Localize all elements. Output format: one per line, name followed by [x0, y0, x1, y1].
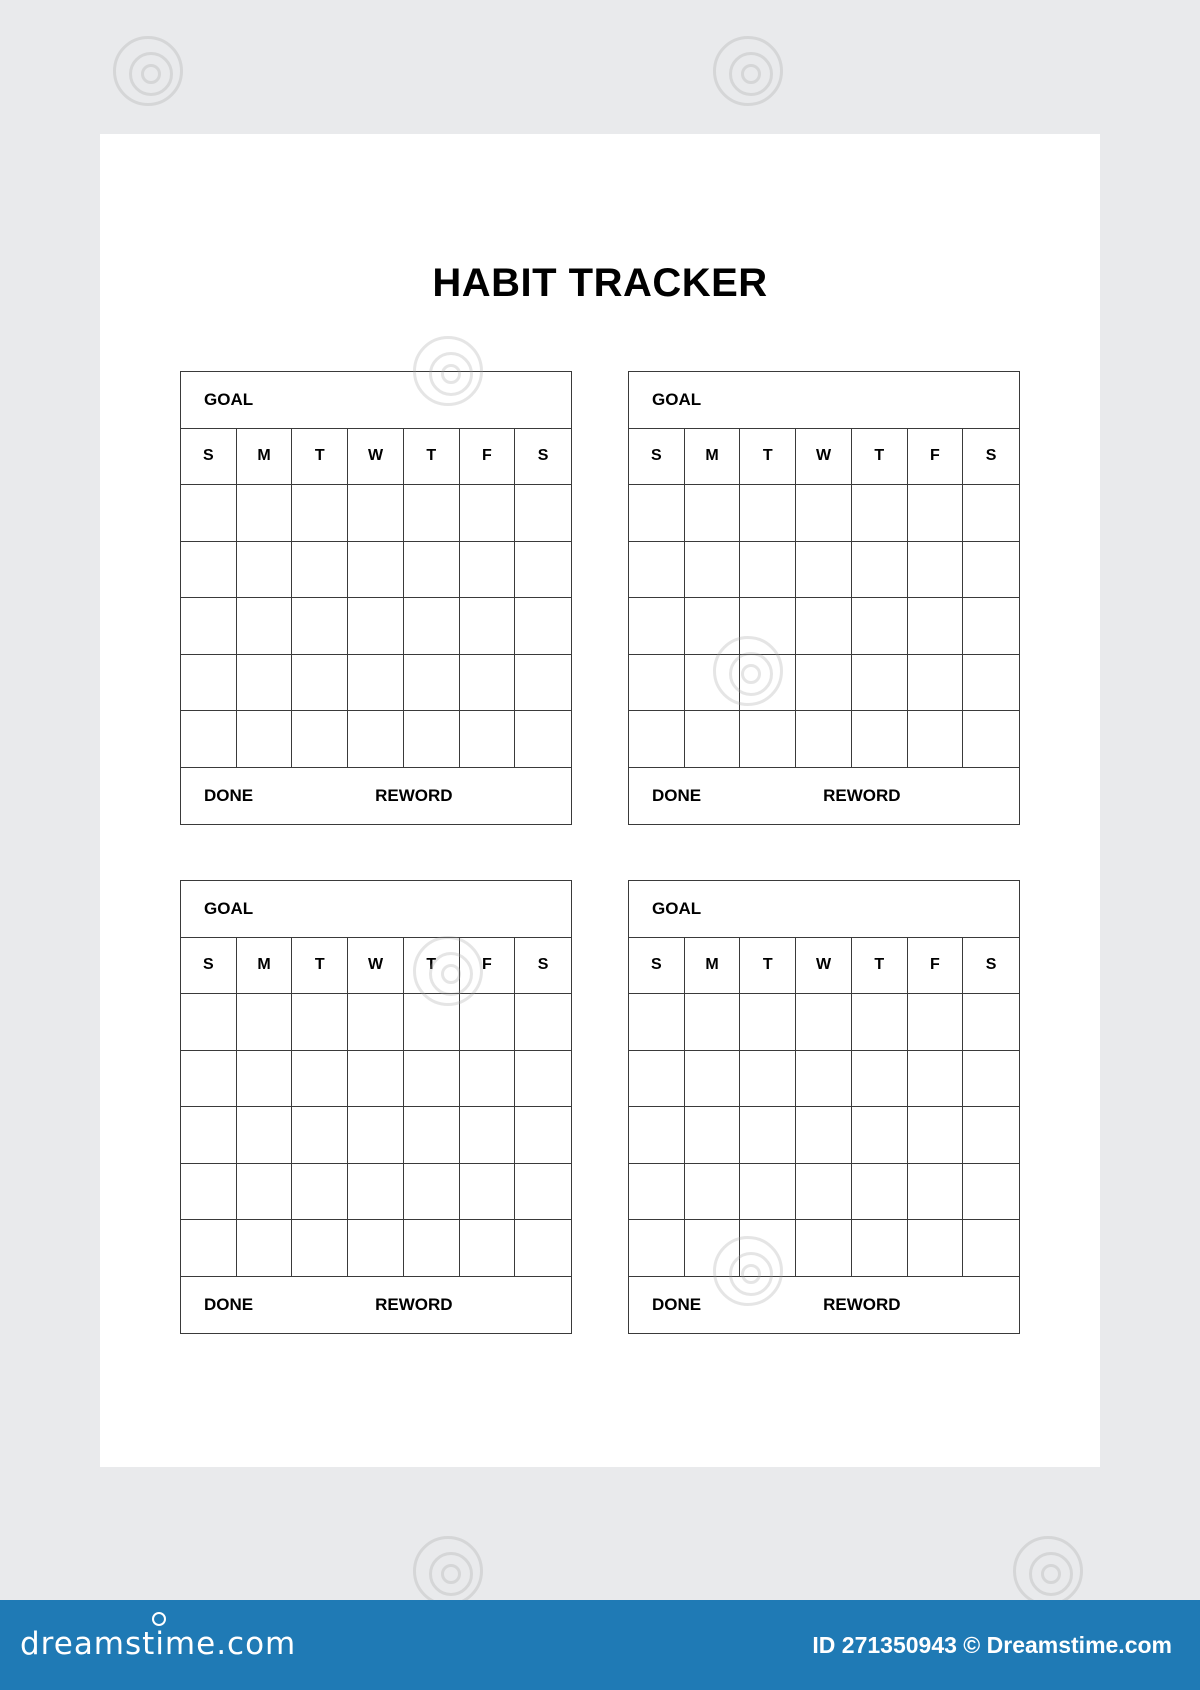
- tracker-checkbox-cell[interactable]: [796, 598, 852, 655]
- day-header: S: [181, 938, 237, 995]
- tracker-checkbox-cell[interactable]: [404, 598, 460, 655]
- tracker-checkbox-cell[interactable]: [460, 485, 516, 542]
- tracker-checkbox-cell[interactable]: [237, 598, 293, 655]
- day-header: F: [908, 429, 964, 486]
- day-header: T: [740, 938, 796, 995]
- tracker-checkbox-cell[interactable]: [237, 542, 293, 599]
- tracker-checkbox-cell[interactable]: [404, 1164, 460, 1221]
- habit-tracker-card: [180, 371, 572, 825]
- tracker-checkbox-cell[interactable]: [404, 711, 460, 768]
- tracker-checkbox-cell[interactable]: [292, 994, 348, 1051]
- tracker-checkbox-cell[interactable]: [629, 1051, 685, 1108]
- tracker-checkbox-cell[interactable]: [404, 1220, 460, 1277]
- tracker-checkbox-cell[interactable]: [292, 711, 348, 768]
- tracker-checkbox-cell[interactable]: [348, 1051, 404, 1108]
- spiral-watermark-icon: [1013, 1536, 1083, 1606]
- reword-label: REWORD: [823, 1294, 901, 1314]
- tracker-checkbox-cell[interactable]: [460, 1164, 516, 1221]
- tracker-checkbox-cell[interactable]: [852, 711, 908, 768]
- tracker-checkbox-cell[interactable]: [629, 598, 685, 655]
- tracker-checkbox-cell[interactable]: [852, 1051, 908, 1108]
- tracker-checkbox-cell[interactable]: [629, 542, 685, 599]
- tracker-checkbox-cell[interactable]: [908, 598, 964, 655]
- tracker-checkbox-cell[interactable]: [908, 655, 964, 712]
- tracker-checkbox-cell[interactable]: [629, 1220, 685, 1277]
- tracker-checkbox-cell[interactable]: [963, 598, 1019, 655]
- tracker-checkbox-cell[interactable]: [237, 994, 293, 1051]
- done-label: DONE: [652, 785, 702, 805]
- tracker-checkbox-cell[interactable]: [515, 711, 571, 768]
- tracker-checkbox-cell[interactable]: [852, 1107, 908, 1164]
- tracker-checkbox-cell[interactable]: [515, 1164, 571, 1221]
- tracker-checkbox-cell[interactable]: [796, 711, 852, 768]
- reword-label: REWORD: [375, 1294, 453, 1314]
- tracker-checkbox-cell[interactable]: [685, 598, 741, 655]
- goal-label: GOAL: [652, 898, 702, 918]
- tracker-checkbox-cell[interactable]: [292, 1164, 348, 1221]
- tracker-checkbox-cell[interactable]: [292, 1107, 348, 1164]
- tracker-checkbox-cell[interactable]: [629, 711, 685, 768]
- tracker-checkbox-cell[interactable]: [740, 485, 796, 542]
- day-header: T: [404, 938, 460, 995]
- done-reword-row: [181, 1277, 571, 1334]
- tracker-checkbox-cell[interactable]: [181, 711, 237, 768]
- habit-tracker-card: [628, 371, 1020, 825]
- tracker-checkbox-cell[interactable]: [740, 1164, 796, 1221]
- tracker-checkbox-cell[interactable]: [515, 485, 571, 542]
- tracker-checkbox-cell[interactable]: [796, 655, 852, 712]
- spiral-watermark-icon: [413, 1536, 483, 1606]
- done-label: DONE: [652, 1294, 702, 1314]
- tracker-checkbox-cell[interactable]: [460, 598, 516, 655]
- goal-row[interactable]: [629, 372, 1019, 429]
- habit-tracker-card: [628, 880, 1020, 1334]
- reword-label: REWORD: [823, 785, 901, 805]
- tracker-checkbox-cell[interactable]: [629, 1107, 685, 1164]
- tracker-checkbox-cell[interactable]: [292, 598, 348, 655]
- tracker-checkbox-cell[interactable]: [460, 1220, 516, 1277]
- reword-label: REWORD: [375, 785, 453, 805]
- tracker-checkbox-cell[interactable]: [908, 1107, 964, 1164]
- day-header: S: [515, 938, 571, 995]
- goal-row[interactable]: [181, 372, 571, 429]
- goal-label: GOAL: [652, 389, 702, 409]
- tracker-checkbox-cell[interactable]: [181, 542, 237, 599]
- tracker-checkbox-cell[interactable]: [740, 711, 796, 768]
- tracker-checkbox-cell[interactable]: [348, 542, 404, 599]
- tracker-checkbox-cell[interactable]: [629, 485, 685, 542]
- day-header: F: [460, 938, 516, 995]
- stock-id-text: ID 271350943 © Dreamstime.com: [812, 1632, 1172, 1658]
- spiral-watermark-icon: [713, 36, 783, 106]
- stock-footer-bar: [0, 1600, 1200, 1690]
- tracker-checkbox-cell[interactable]: [515, 1220, 571, 1277]
- tracker-checkbox-cell[interactable]: [237, 1107, 293, 1164]
- day-header: T: [852, 429, 908, 486]
- day-header: M: [237, 429, 293, 486]
- brand-logo-text[interactable]: dreamstime.com: [20, 1626, 297, 1662]
- goal-label: GOAL: [204, 898, 254, 918]
- tracker-checkbox-cell[interactable]: [404, 485, 460, 542]
- tracker-checkbox-cell[interactable]: [348, 1164, 404, 1221]
- tracker-checkbox-cell[interactable]: [796, 994, 852, 1051]
- tracker-checkbox-cell[interactable]: [685, 1220, 741, 1277]
- tracker-checkbox-cell[interactable]: [685, 711, 741, 768]
- spiral-watermark-icon: [113, 36, 183, 106]
- tracker-checkbox-cell[interactable]: [181, 994, 237, 1051]
- tracker-checkbox-cell[interactable]: [963, 1164, 1019, 1221]
- day-header: W: [796, 938, 852, 995]
- tracker-checkbox-cell[interactable]: [292, 1051, 348, 1108]
- tracker-checkbox-cell[interactable]: [740, 598, 796, 655]
- day-header: S: [963, 938, 1019, 995]
- tracker-checkbox-cell[interactable]: [348, 655, 404, 712]
- tracker-checkbox-cell[interactable]: [963, 711, 1019, 768]
- tracker-checkbox-cell[interactable]: [629, 1164, 685, 1221]
- tracker-checkbox-cell[interactable]: [237, 711, 293, 768]
- tracker-checkbox-cell[interactable]: [181, 1220, 237, 1277]
- tracker-checkbox-cell[interactable]: [852, 1164, 908, 1221]
- day-header: S: [963, 429, 1019, 486]
- tracker-checkbox-cell[interactable]: [460, 1107, 516, 1164]
- tracker-checkbox-cell[interactable]: [908, 1051, 964, 1108]
- tracker-checkbox-cell[interactable]: [796, 1107, 852, 1164]
- tracker-checkbox-cell[interactable]: [404, 655, 460, 712]
- day-header: F: [460, 429, 516, 486]
- tracker-checkbox-cell[interactable]: [685, 542, 741, 599]
- tracker-checkbox-cell[interactable]: [796, 485, 852, 542]
- tracker-checkbox-cell[interactable]: [852, 598, 908, 655]
- tracker-checkbox-cell[interactable]: [963, 542, 1019, 599]
- tracker-checkbox-cell[interactable]: [348, 711, 404, 768]
- tracker-checkbox-cell[interactable]: [515, 655, 571, 712]
- day-header: W: [348, 429, 404, 486]
- tracker-checkbox-cell[interactable]: [515, 598, 571, 655]
- tracker-checkbox-cell[interactable]: [292, 485, 348, 542]
- day-header: T: [740, 429, 796, 486]
- done-label: DONE: [204, 1294, 254, 1314]
- tracker-checkbox-cell[interactable]: [460, 542, 516, 599]
- tracker-checkbox-cell[interactable]: [237, 655, 293, 712]
- tracker-checkbox-cell[interactable]: [348, 598, 404, 655]
- tracker-checkbox-cell[interactable]: [908, 994, 964, 1051]
- tracker-checkbox-cell[interactable]: [404, 994, 460, 1051]
- tracker-checkbox-cell[interactable]: [629, 994, 685, 1051]
- tracker-checkbox-cell[interactable]: [908, 711, 964, 768]
- tracker-checkbox-cell[interactable]: [460, 1051, 516, 1108]
- tracker-checkbox-cell[interactable]: [963, 655, 1019, 712]
- tracker-checkbox-cell[interactable]: [460, 994, 516, 1051]
- tracker-checkbox-cell[interactable]: [237, 485, 293, 542]
- tracker-checkbox-cell[interactable]: [963, 1051, 1019, 1108]
- tracker-checkbox-cell[interactable]: [515, 1107, 571, 1164]
- day-header: W: [348, 938, 404, 995]
- goal-row[interactable]: [181, 881, 571, 938]
- tracker-checkbox-cell[interactable]: [740, 994, 796, 1051]
- tracker-checkbox-cell[interactable]: [685, 1164, 741, 1221]
- tracker-checkbox-cell[interactable]: [181, 1051, 237, 1108]
- done-reword-row: [629, 768, 1019, 825]
- goal-label: GOAL: [204, 389, 254, 409]
- tracker-checkbox-cell[interactable]: [685, 485, 741, 542]
- tracker-checkbox-cell[interactable]: [740, 1051, 796, 1108]
- day-header: T: [292, 429, 348, 486]
- tracker-checkbox-cell[interactable]: [852, 655, 908, 712]
- tracker-checkbox-cell[interactable]: [852, 485, 908, 542]
- habit-tracker-card: [180, 880, 572, 1334]
- tracker-checkbox-cell[interactable]: [963, 485, 1019, 542]
- page-title: HABIT TRACKER: [432, 261, 768, 305]
- day-header: M: [685, 429, 741, 486]
- done-label: DONE: [204, 785, 254, 805]
- tracker-checkbox-cell[interactable]: [852, 1220, 908, 1277]
- tracker-checkbox-cell[interactable]: [963, 1107, 1019, 1164]
- tracker-checkbox-cell[interactable]: [685, 1107, 741, 1164]
- tracker-checkbox-cell[interactable]: [404, 1107, 460, 1164]
- day-header: F: [908, 938, 964, 995]
- tracker-checkbox-cell[interactable]: [796, 1051, 852, 1108]
- done-reword-row: [629, 1277, 1019, 1334]
- tracker-checkbox-cell[interactable]: [629, 655, 685, 712]
- tracker-checkbox-cell[interactable]: [181, 485, 237, 542]
- day-header: S: [181, 429, 237, 486]
- tracker-checkbox-cell[interactable]: [796, 1220, 852, 1277]
- day-header: S: [629, 938, 685, 995]
- tracker-checkbox-cell[interactable]: [292, 1220, 348, 1277]
- tracker-checkbox-cell[interactable]: [460, 655, 516, 712]
- day-header: S: [515, 429, 571, 486]
- tracker-checkbox-cell[interactable]: [515, 994, 571, 1051]
- tracker-checkbox-cell[interactable]: [908, 1220, 964, 1277]
- goal-row[interactable]: [629, 881, 1019, 938]
- day-header: M: [237, 938, 293, 995]
- tracker-checkbox-cell[interactable]: [181, 1164, 237, 1221]
- tracker-checkbox-cell[interactable]: [796, 542, 852, 599]
- tracker-checkbox-cell[interactable]: [348, 485, 404, 542]
- tracker-checkbox-cell[interactable]: [908, 485, 964, 542]
- tracker-checkbox-cell[interactable]: [515, 542, 571, 599]
- tracker-checkbox-cell[interactable]: [740, 655, 796, 712]
- tracker-checkbox-cell[interactable]: [348, 994, 404, 1051]
- tracker-checkbox-cell[interactable]: [685, 1051, 741, 1108]
- tracker-checkbox-cell[interactable]: [237, 1051, 293, 1108]
- tracker-checkbox-cell[interactable]: [181, 1107, 237, 1164]
- tracker-checkbox-cell[interactable]: [515, 1051, 571, 1108]
- tracker-checkbox-cell[interactable]: [292, 542, 348, 599]
- day-header: M: [685, 938, 741, 995]
- tracker-checkbox-cell[interactable]: [348, 1220, 404, 1277]
- tracker-checkbox-cell[interactable]: [181, 655, 237, 712]
- day-header: T: [404, 429, 460, 486]
- tracker-checkbox-cell[interactable]: [740, 542, 796, 599]
- brand-spiral-icon: [152, 1612, 166, 1626]
- done-reword-row: [181, 768, 571, 825]
- tracker-checkbox-cell[interactable]: [460, 711, 516, 768]
- tracker-checkbox-cell[interactable]: [908, 1164, 964, 1221]
- tracker-checkbox-cell[interactable]: [685, 655, 741, 712]
- tracker-checkbox-cell[interactable]: [963, 1220, 1019, 1277]
- day-header: W: [796, 429, 852, 486]
- day-header: T: [292, 938, 348, 995]
- tracker-checkbox-cell[interactable]: [740, 1107, 796, 1164]
- day-header: S: [629, 429, 685, 486]
- tracker-checkbox-cell[interactable]: [348, 1107, 404, 1164]
- tracker-checkbox-cell[interactable]: [796, 1164, 852, 1221]
- tracker-checkbox-cell[interactable]: [685, 994, 741, 1051]
- tracker-checkbox-cell[interactable]: [852, 994, 908, 1051]
- tracker-checkbox-cell[interactable]: [237, 1220, 293, 1277]
- tracker-checkbox-cell[interactable]: [237, 1164, 293, 1221]
- tracker-checkbox-cell[interactable]: [908, 542, 964, 599]
- tracker-checkbox-cell[interactable]: [740, 1220, 796, 1277]
- day-header: T: [852, 938, 908, 995]
- tracker-checkbox-cell[interactable]: [852, 542, 908, 599]
- tracker-checkbox-cell[interactable]: [404, 1051, 460, 1108]
- tracker-checkbox-cell[interactable]: [963, 994, 1019, 1051]
- tracker-checkbox-cell[interactable]: [404, 542, 460, 599]
- tracker-checkbox-cell[interactable]: [292, 655, 348, 712]
- tracker-checkbox-cell[interactable]: [181, 598, 237, 655]
